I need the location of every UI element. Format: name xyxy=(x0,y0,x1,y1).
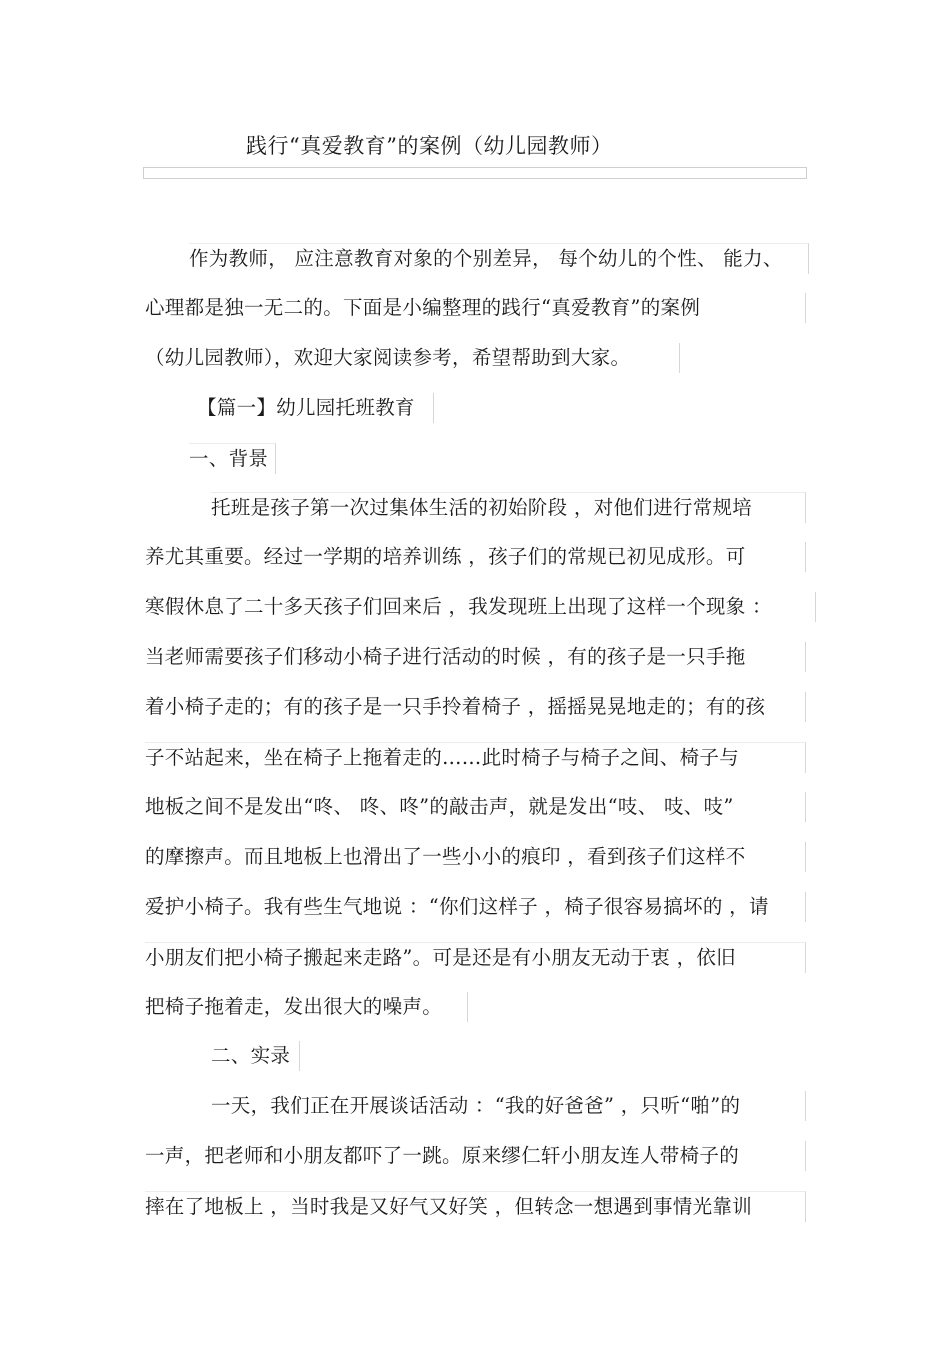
paragraph-line: 的摩擦声。而且地板上也滑出了一些小小的痕印 ，看到孩子们这样不 xyxy=(145,842,806,872)
subsection-heading: 一、背景 xyxy=(189,443,276,474)
subsection-heading: 二、实录 xyxy=(211,1041,300,1071)
document-title: 践行“真爱教育”的案例（幼儿园教师） xyxy=(246,134,613,158)
paragraph-line: 作为教师， 应注意教育对象的个别差异， 每个幼儿的个性、 能力、 xyxy=(189,243,809,274)
paragraph-line: 寒假休息了二十多天孩子们回来后 ，我发现班上出现了这样一个现象 ： xyxy=(145,592,816,622)
paragraph-line: 心理都是独一无二的。下面是小编整理的践行“真爱教育”的案例 xyxy=(145,293,806,323)
paragraph-line: 把椅子拖着走，发出很大的噪声。 xyxy=(145,992,468,1022)
paragraph-line: 摔在了地板上 ，当时我是又好气又好笑 ，但转念一想遇到事情光靠训 xyxy=(145,1191,806,1222)
paragraph-line: 小朋友们把小椅子搬起来走路”。可是还是有小朋友无动于衷 ，依旧 xyxy=(145,942,806,973)
paragraph-line: 地板之间不是发出“咚、 咚、咚”的敲击声，就是发出“吱、 吱、吱” xyxy=(145,792,806,822)
paragraph-line: 托班是孩子第一次过集体生活的初始阶段 ，对他们进行常规培 xyxy=(211,492,806,523)
title-underline-box xyxy=(143,167,807,179)
paragraph-line: 当老师需要孩子们移动小椅子进行活动的时候 ，有的孩子是一只手拖 xyxy=(145,642,806,672)
paragraph-line: 着小椅子走的；有的孩子是一只手拎着椅子 ，摇摇晃晃地走的；有的孩 xyxy=(145,692,806,722)
paragraph-line: （幼儿园教师），欢迎大家阅读参考，希望帮助到大家。 xyxy=(145,343,680,373)
paragraph-line: 爱护小椅子。我有些生气地说 ：“你们这样子 ，椅子很容易搞坏的 ，请 xyxy=(145,892,806,922)
paragraph-line: 子不站起来，坐在椅子上拖着走的……此时椅子与椅子之间、椅子与 xyxy=(145,742,806,773)
paragraph-line: 一天，我们正在开展谈话活动 ：“我的好爸爸” ，只听“啪”的 xyxy=(211,1091,806,1121)
paragraph-line: 养尤其重要。经过一学期的培养训练 ，孩子们的常规已初见成形。可 xyxy=(145,542,806,572)
paragraph-line: 一声，把老师和小朋友都吓了一跳。原来缪仁轩小朋友连人带椅子的 xyxy=(145,1141,806,1171)
section-heading: 【篇一】幼儿园托班教育 xyxy=(197,393,434,423)
